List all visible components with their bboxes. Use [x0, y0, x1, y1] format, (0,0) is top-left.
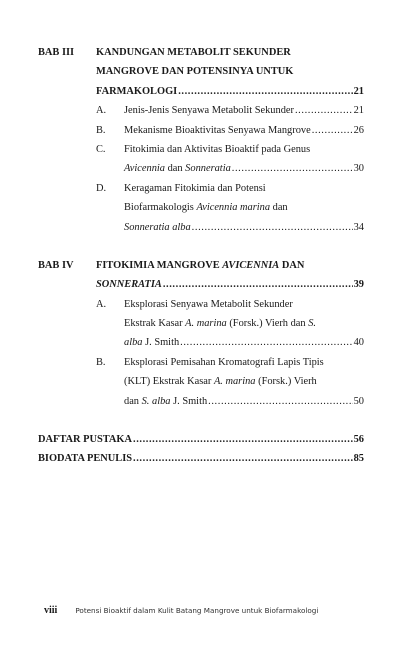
page-number: 26 — [353, 124, 364, 136]
entry-title: dan S. alba J. Smith — [124, 395, 208, 407]
footer-page-number: viii — [44, 605, 58, 616]
dot-leader — [232, 163, 353, 174]
toc-bab3-title-row3[interactable] — [38, 86, 374, 105]
dot-leader — [180, 337, 352, 348]
dot-leader — [178, 86, 352, 97]
section-title: DAFTAR PUSTAKA — [38, 434, 132, 446]
toc-bab3-title-row1 — [38, 47, 374, 66]
entry-title: Avicennia dan Sonneratia — [124, 163, 231, 175]
chapter-title: FITOKIMIA MANGROVE AVICENNIA DAN — [96, 259, 305, 271]
page-number: 85 — [353, 453, 364, 465]
toc-entry[interactable] — [38, 144, 374, 163]
chapter-label: BAB III — [38, 47, 75, 58]
chapter-title: KANDUNGAN METABOLIT SEKUNDER — [96, 47, 291, 58]
entry-title: Mekanisme Bioaktivitas Senyawa Mangrove — [124, 124, 311, 136]
dot-leader — [208, 396, 352, 407]
footer-book-title: Potensi Bioaktif dalam Kulit Batang Mangrove untuk Biofarmakologi — [75, 606, 319, 615]
dot-leader — [133, 434, 353, 445]
toc-entry-cont[interactable] — [38, 222, 374, 241]
page-number: 39 — [353, 279, 364, 291]
entry-title: Ekstrak Kasar A. marina (Forsk.) Vierh dan S. — [124, 318, 316, 330]
entry-title: Biofarmakologis Avicennia marina dan — [124, 202, 288, 214]
toc-biodata[interactable] — [38, 453, 374, 472]
table-of-contents — [38, 47, 374, 473]
page-number: 21 — [353, 85, 364, 97]
toc-entry-cont[interactable] — [38, 396, 374, 415]
entry-title: Jenis-Jenis Senyawa Metabolit Sekunder — [124, 105, 294, 117]
toc-daftar-pustaka[interactable] — [38, 434, 374, 453]
dot-leader — [312, 125, 353, 136]
page-number: 21 — [353, 105, 364, 117]
page-number: 50 — [353, 395, 364, 407]
toc-entry[interactable] — [38, 125, 374, 144]
entry-title: Sonneratia alba — [124, 221, 191, 233]
entry-letter: B. — [96, 124, 106, 136]
toc-entry[interactable] — [38, 183, 374, 202]
toc-entry[interactable] — [38, 105, 374, 124]
toc-bab4-title-row2[interactable] — [38, 279, 374, 298]
dot-leader — [295, 105, 353, 116]
toc-entry-cont — [38, 318, 374, 337]
page-number: 34 — [353, 221, 364, 233]
entry-letter: C. — [96, 143, 106, 155]
dot-leader — [163, 279, 353, 290]
entry-title: (KLT) Ekstrak Kasar A. marina (Forsk.) Vierh — [124, 376, 317, 388]
toc-entry-cont[interactable] — [38, 337, 374, 356]
chapter-title: SONNERATIA — [96, 279, 162, 291]
section-title: BIODATA PENULIS — [38, 453, 133, 465]
chapter-title: FARMAKOLOGI — [96, 85, 178, 97]
dot-leader — [192, 222, 353, 233]
chapter-label: BAB IV — [38, 259, 74, 271]
toc-entry-cont[interactable] — [38, 163, 374, 182]
entry-letter: A. — [96, 105, 107, 117]
entry-title: alba J. Smith — [124, 337, 180, 349]
toc-entry-cont — [38, 376, 374, 395]
entry-title: Eksplorasi Senyawa Metabolit Sekunder — [124, 298, 293, 310]
chapter-title: MANGROVE DAN POTENSINYA UNTUK — [96, 66, 294, 78]
entry-title: Eksplorasi Pemisahan Kromatografi Lapis Tipis — [124, 356, 324, 368]
toc-entry[interactable] — [38, 299, 374, 318]
entry-letter: A. — [96, 298, 107, 310]
page-number: 30 — [353, 163, 364, 175]
toc-bab3-title-row2 — [38, 66, 374, 85]
entry-title: Fitokimia dan Aktivitas Bioaktif pada Genus — [124, 143, 311, 155]
toc-entry-cont — [38, 202, 374, 221]
page-footer — [44, 605, 374, 616]
dot-leader — [133, 453, 353, 464]
entry-title: Keragaman Fitokimia dan Potensi — [124, 182, 266, 194]
entry-letter: D. — [96, 182, 107, 194]
page-number: 56 — [353, 434, 364, 446]
toc-entry[interactable] — [38, 357, 374, 376]
page-number: 40 — [353, 337, 364, 349]
entry-letter: B. — [96, 356, 106, 368]
toc-bab4-title-row1 — [38, 260, 374, 279]
